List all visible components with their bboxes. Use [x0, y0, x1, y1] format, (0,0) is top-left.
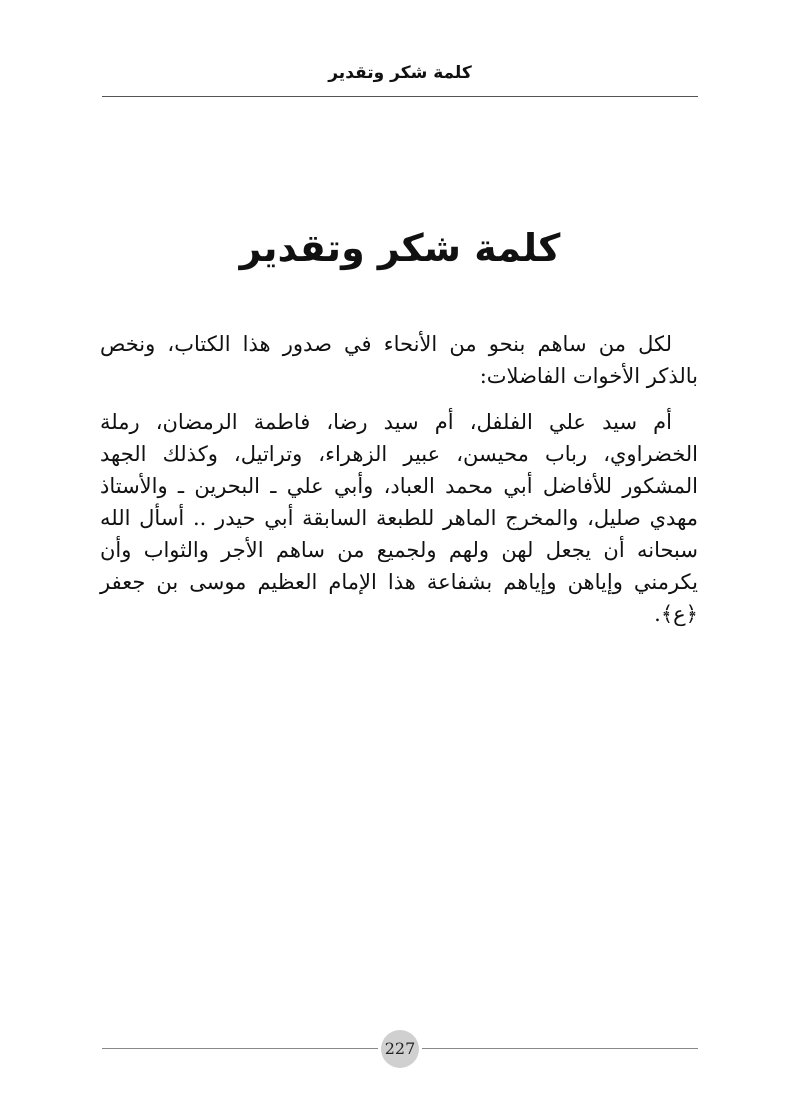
paragraph-acknowledgements: أم سيد علي الفلفل، أم سيد رضا، فاطمة الرمضان، رملة الخضراوي، رباب محيسن، عبير الزهراء، وتراتيل، وكذلك الجهد المشكور للأفاضل أبي محمد العباد، وأبي علي ـ البحرين ـ والأستاذ مهدي صليل، والمخرج الماهر للطبعة السابقة أبي حيدر .. أسأل الله سبحانه أن يجعل لهن ولهم ولجميع من ساهم الأجر والثواب وأن يكرمني وإياهن وإياهم بشفاعة هذا الإمام العظيم موسى بن جعفر ﴿ع﴾.: [100, 410, 698, 626]
page-number-badge: 227: [381, 1030, 419, 1068]
body-text: [100, 328, 698, 630]
paragraph-intro: لكل من ساهم بنحو من الأنحاء في صدور هذا الكتاب، ونخص بالذكر الأخوات الفاضلات:: [100, 332, 698, 388]
footer-divider-left: [102, 1048, 378, 1049]
page-title: كلمة شكر وتقدير: [239, 226, 561, 270]
running-header-title: كلمة شكر وتقدير: [328, 63, 472, 83]
header-divider: [102, 96, 698, 97]
footer-divider-right: [422, 1048, 698, 1049]
